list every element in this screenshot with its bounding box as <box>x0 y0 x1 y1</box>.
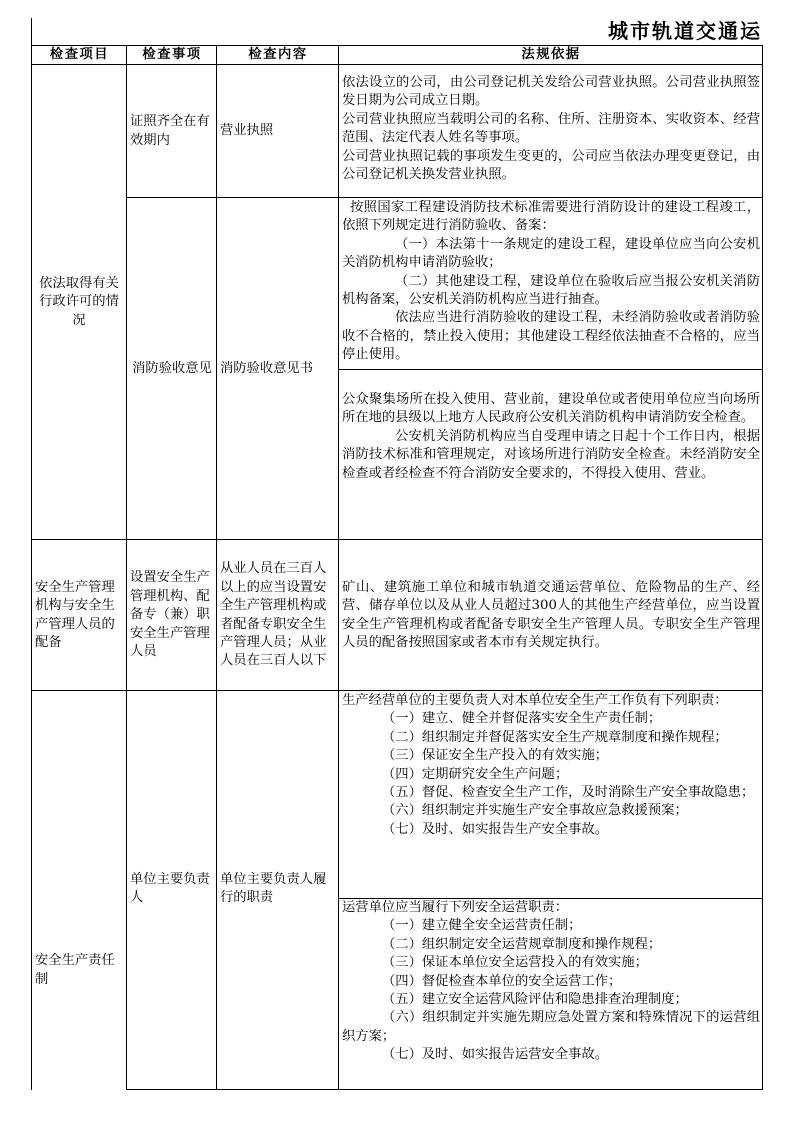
regulation-paragraph: （一）建立健全安全运营责任制； <box>382 918 582 934</box>
regulation-paragraph: 按照国家工程建设消防技术标准需要进行消防设计的建设工程竣工，依照下列规定进行消防验收、备案： <box>342 200 760 234</box>
header-cell-regulation: 法规依据 <box>338 45 763 65</box>
regulation-paragraph: （三）保证安全生产投入的有效实施； <box>382 748 609 764</box>
regulation-paragraph: （六）组织制定并实施先期应急处置方案和特殊情况下的运营组织方案； <box>342 1010 760 1044</box>
regulation-paragraph: （二）其他建设工程，建设单位在验收后应当报公安机关消防机构备案，公安机关消防机构应当进行抽查。 <box>342 273 760 308</box>
regulation-paragraph: （三）保证本单位安全运营投入的有效实施； <box>382 955 648 971</box>
content-label: 消防验收意见书 <box>220 360 314 376</box>
content-label: 单位主要负责人履行的职责 <box>220 871 327 905</box>
content-cell-leader-duties <box>216 690 338 1090</box>
regulation-paragraph: （二）组织制定安全运营规章制度和操作规程； <box>382 936 662 952</box>
item-cell-admin-license <box>31 64 126 540</box>
header-cell-item: 检查项目 <box>31 45 126 65</box>
regulation-cell-safety-management <box>338 539 763 691</box>
content-cell-staff-threshold <box>216 539 338 691</box>
content-cell-business-license <box>216 64 338 198</box>
matter-label: 单位主要负责人 <box>130 871 210 905</box>
regulation-paragraph: 矿山、建筑施工单位和城市轨道交通运营单位、危险物品的生产、经营、储存单位以及从业人员超过300人的其他生产经营单位，应当设置安全生产管理机构或者配备专职安全生产管理人员。专职安全生产管理人员的配备按照国家或者本市有关规定执行。 <box>342 579 760 650</box>
item-cell-safety-management-staffing <box>31 539 126 691</box>
regulation-paragraph: （六）组织制定并实施生产安全事故应急救援预案； <box>382 803 688 819</box>
content-label: 营业执照 <box>220 123 274 139</box>
matter-cell-principal-leader <box>126 690 216 1090</box>
regulation-paragraph: 公司营业执照记载的事项发生变更的，公司应当依法办理变更登记，由公司登记机关换发营业执照。 <box>342 148 760 183</box>
regulation-paragraph: （四）督促检查本单位的安全运营工作； <box>382 973 622 989</box>
regulation-paragraph: （二）组织制定并督促落实安全生产规章制度和操作规程； <box>382 729 728 745</box>
regulation-cell-leader-duties <box>338 690 763 899</box>
regulation-paragraph: （一）本法第十一条规定的建设工程，建设单位应当向公安机关消防机构申请消防验收； <box>342 236 760 271</box>
matter-label: 设置安全生产管理机构、配备专（兼）职安全生产管理人员 <box>130 570 210 660</box>
page-title: 城市轨道交通运 <box>608 19 762 43</box>
matter-cell-fire-acceptance <box>126 197 216 540</box>
content-label: 从业人员在三百人以上的应当设置安全生产管理机构或者配备专职安全生产管理人员；从业人员在三百人以下 <box>220 561 327 669</box>
regulation-paragraph: 公司营业执照应当载明公司的名称、住所、注册资本、实收资本、经营范围、法定代表人姓名等事项。 <box>342 111 760 146</box>
regulation-cell-fire-safety-inspection <box>338 369 763 540</box>
matter-cell-safety-management-setup <box>126 539 216 691</box>
regulation-paragraph: （五）建立安全运营风险评估和隐患排查治理制度； <box>382 992 688 1008</box>
regulation-paragraph: （七）及时、如实报告运营安全事故。 <box>382 1047 609 1063</box>
regulation-paragraph: （四）定期研究安全生产问题； <box>382 766 569 782</box>
matter-label: 证照齐全在有效期内 <box>130 114 210 148</box>
regulation-paragraph: 依法设立的公司，由公司登记机关发给公司营业执照。公司营业执照签发日期为公司成立日期。 <box>342 75 760 109</box>
item-cell-safety-responsibility <box>31 690 126 1090</box>
regulation-paragraph: （七）及时、如实报告生产安全事故。 <box>382 821 609 837</box>
regulation-paragraph: 公安机关消防机构应当自受理申请之日起十个工作日内，根据消防技术标准和管理规定，对该场所进行消防安全检查。未经消防安全检查或者经检查不符合消防安全要求的，不得投入使用、营业。 <box>342 428 760 481</box>
regulation-paragraph: 生产经营单位的主要负责人对本单位安全生产工作负有下列职责： <box>342 693 728 708</box>
matter-label: 消防验收意见 <box>132 360 212 376</box>
item-label: 安全生产管理机构与安全生产管理人员的配备 <box>35 579 115 650</box>
regulation-cell-fire-acceptance <box>338 197 763 370</box>
regulation-paragraph: （一）建立、健全并督促落实安全生产责任制； <box>382 711 662 727</box>
regulation-paragraph: 运营单位应当履行下列安全运营职责： <box>342 900 569 915</box>
item-label: 安全生产责任制 <box>35 953 115 987</box>
regulation-paragraph: （五）督促、检查安全生产工作，及时消除生产安全事故隐患； <box>382 785 755 801</box>
regulation-paragraph: 公众聚集场所在投入使用、营业前，建设单位或者使用单位应当向场所所在地的县级以上地方人民政府公安机关消防机构申请消防安全检查。 <box>342 392 760 426</box>
content-cell-fire-acceptance-opinion <box>216 197 338 540</box>
left-border-rule <box>31 18 32 45</box>
item-label: 依法取得有关行政许可的情况 <box>39 275 119 328</box>
regulation-paragraph: 依法应当进行消防验收的建设工程，未经消防验收或者消防验收不合格的，禁止投入使用；其他建设工程经依法抽查不合格的，应当停止使用。 <box>342 310 760 363</box>
header-cell-matter: 检查事项 <box>126 45 216 65</box>
matter-cell-license-valid <box>126 64 216 198</box>
regulation-cell-operation-duties <box>338 898 763 1090</box>
header-cell-content: 检查内容 <box>216 45 338 65</box>
regulation-cell-business-license <box>338 64 763 198</box>
